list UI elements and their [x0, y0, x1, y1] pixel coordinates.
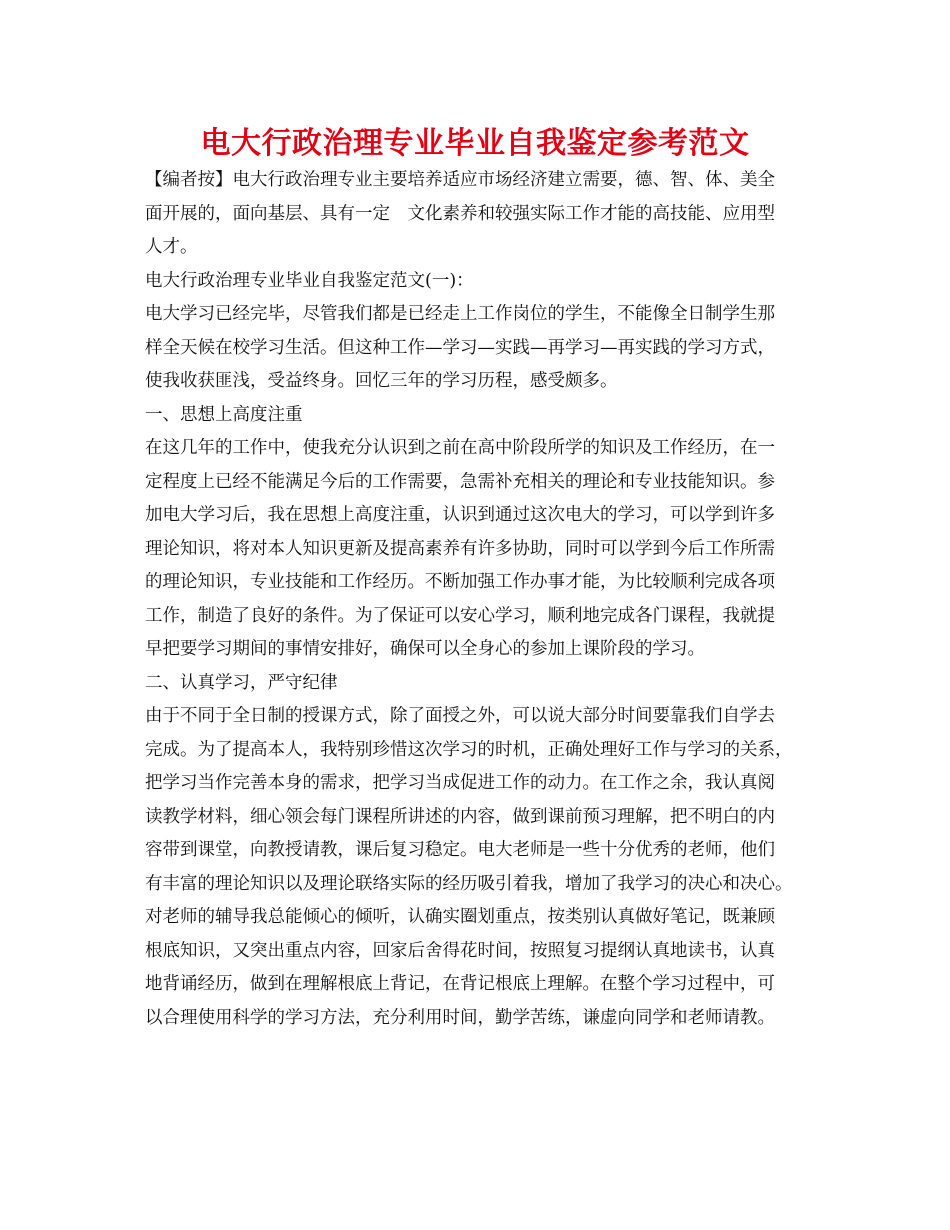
- document-body: [145, 164, 813, 1035]
- text-line: 地背诵经历，做到在理解根底上背记，在背记根底上理解。在整个学习过程中，可: [145, 974, 775, 994]
- text-line: 读教学材料，细心领会每门课程所讲述的内容，做到课前预习理解，把不明白的内: [145, 806, 775, 827]
- text-line: 的理论知识，专业技能和工作经历。不断加强工作办事才能，为比较顺利完成各项: [145, 572, 775, 592]
- section-heading: 一、思想上高度注重: [145, 404, 303, 425]
- text-line: 由于不同于全日制的授课方式，除了面授之外，可以说大部分时间要靠我们自学去: [145, 706, 775, 726]
- section-heading: 二、认真学习，严守纪律: [145, 672, 338, 693]
- text-line: 理论知识，将对本人知识更新及提高素养有许多协助，同时可以学到今后工作所需: [145, 538, 775, 559]
- text-line: 以合理使用科学的学习方法，充分利用时间，勤学苦练，谦虚向同学和老师请教。: [145, 1007, 775, 1028]
- text-line: 人才。: [145, 237, 198, 257]
- text-line: 有丰富的理论知识以及理论联络实际的经历吸引着我，增加了我学习的决心和决心。: [145, 873, 793, 894]
- document-title: 电大行政治理专业毕业自我鉴定参考范文: [200, 126, 750, 161]
- text-line: 工作，制造了良好的条件。为了保证可以安心学习，顺利地完成各门课程，我就提: [145, 605, 775, 626]
- text-line: 早把要学习期间的事情安排好，确保可以全身心的参加上课阶段的学习。: [145, 639, 705, 659]
- text-line: 对老师的辅导我总能倾心的倾听，认确实圈划重点，按类别认真做好笔记，既兼顾: [145, 907, 775, 927]
- text-line: 根底知识，又突出重点内容，回家后舍得花时间，按照复习提纲认真地读书，认真: [145, 940, 775, 961]
- text-line: 电大学习已经完毕，尽管我们都是已经走上工作岗位的学生，不能像全日制学生那: [145, 304, 775, 324]
- text-line: 使我收获匪浅，受益终身。回忆三年的学习历程，感受颇多。: [145, 371, 618, 391]
- text-line: 把学习当作完善本身的需求，把学习当成促进工作的动力。在工作之余，我认真阅: [145, 773, 775, 793]
- text-line: 面开展的，面向基层、具有一定 文化素养和较强实际工作才能的高技能、应用型: [145, 203, 775, 224]
- text-line: 在这几年的工作中，使我充分认识到之前在高中阶段所学的知识及工作经历，在一: [145, 438, 775, 458]
- text-line: 样全天候在校学习生活。但这种工作—学习—实践—再学习—再实践的学习方式，: [145, 337, 775, 358]
- text-line: 容带到课堂，向教授请教，课后复习稳定。电大老师是一些十分优秀的老师，他们: [145, 840, 775, 860]
- section-heading: 电大行政治理专业毕业自我鉴定范文(一)：: [145, 270, 474, 291]
- text-line: 【编者按】电大行政治理专业主要培养适应市场经济建立需要，德、智、体、美全: [145, 170, 775, 190]
- text-line: 完成。为了提高本人，我特别珍惜这次学习的时机，正确处理好工作与学习的关系，: [145, 739, 793, 760]
- text-line: 定程度上已经不能满足今后的工作需要，急需补充相关的理论和专业技能知识。参: [145, 471, 775, 492]
- text-line: 加电大学习后，我在思想上高度注重，认识到通过这次电大的学习，可以学到许多: [145, 505, 775, 525]
